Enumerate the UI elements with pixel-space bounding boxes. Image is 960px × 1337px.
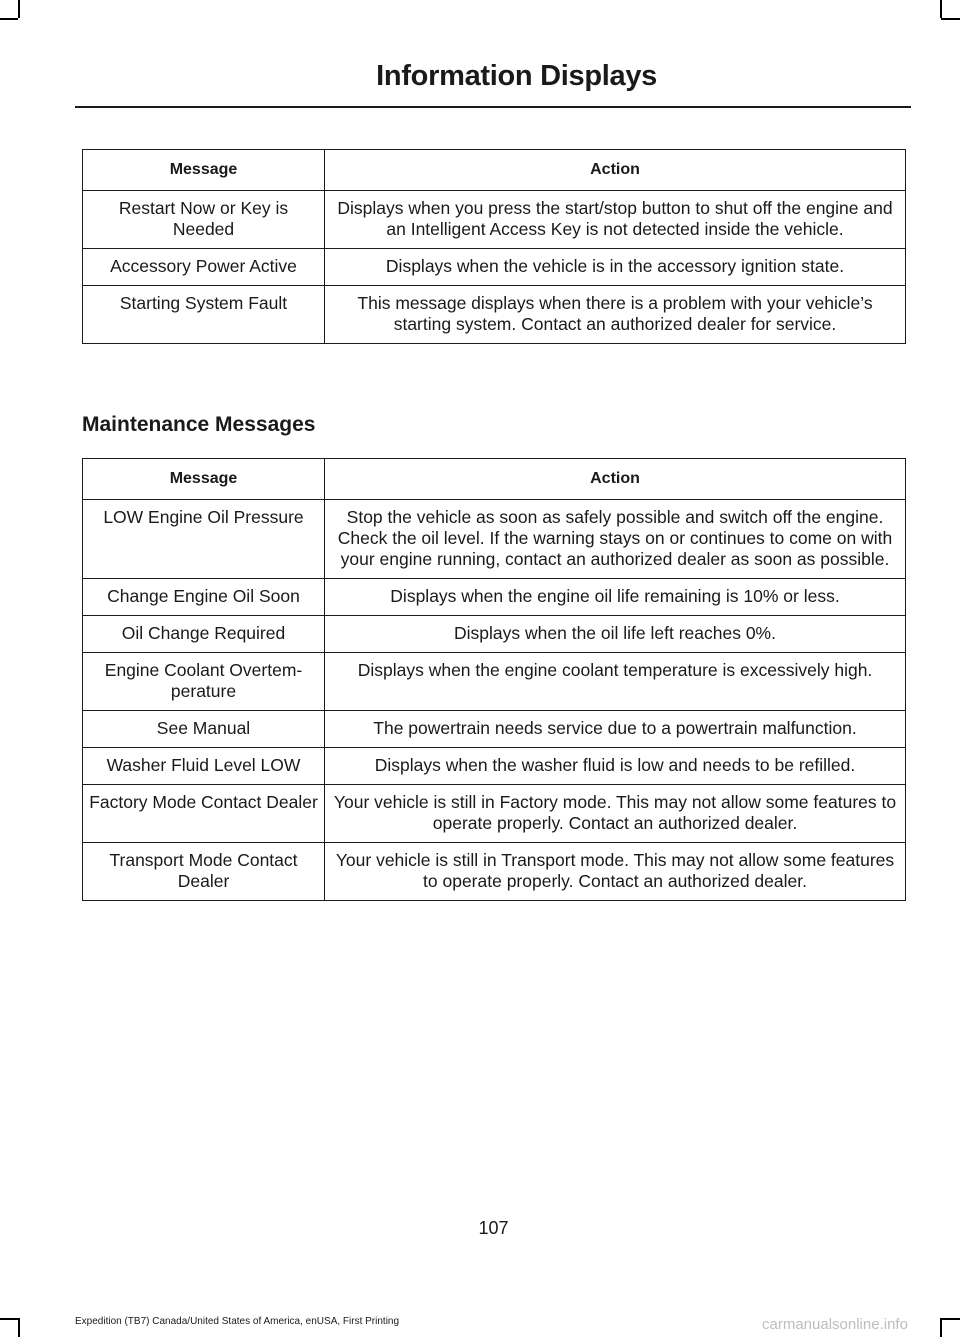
action-cell: Displays when the oil life left reaches 0%.	[325, 616, 906, 653]
action-cell: Displays when the engine oil life remaining is 10% or less.	[325, 579, 906, 616]
action-cell: Displays when the vehicle is in the accessory ignition state.	[325, 249, 906, 286]
column-header-message: Message	[83, 150, 325, 191]
publication-footer: Expedition (TB7) Canada/United States of America, enUSA, First Printing	[75, 1316, 400, 1327]
crop-mark-bottom-right	[940, 1318, 942, 1337]
action-cell: This message displays when there is a problem with your vehicle’s starting system. Contact an authorized dealer for service.	[325, 286, 906, 344]
message-cell: See Manual	[83, 711, 325, 748]
action-cell: Displays when the engine coolant temperature is excessively high.	[325, 653, 906, 711]
table-row	[83, 286, 906, 344]
page-title: Information Displays	[376, 60, 657, 92]
message-cell: Restart Now or Key is Needed	[83, 191, 325, 249]
table-row	[83, 191, 906, 249]
page-number: 107	[478, 1218, 509, 1238]
table-row	[83, 616, 906, 653]
message-cell: Factory Mode Contact Dealer	[83, 785, 325, 843]
action-cell: Your vehicle is still in Transport mode. This may not allow some features to operate properly. Contact an authorized dealer.	[325, 843, 906, 901]
column-header-message: Message	[83, 459, 325, 500]
crop-mark-top-right	[941, 18, 960, 20]
table-header-row	[83, 459, 906, 500]
table-row	[83, 748, 906, 785]
watermark: carmanualsonline.info	[762, 1316, 908, 1333]
table-row	[83, 785, 906, 843]
action-cell: Displays when the washer fluid is low and needs to be refilled.	[325, 748, 906, 785]
action-cell: Your vehicle is still in Factory mode. This may not allow some features to operate properly. Contact an authorized dealer.	[325, 785, 906, 843]
crop-mark-bottom-left	[18, 1318, 20, 1337]
title-divider	[75, 106, 911, 108]
table-row	[83, 843, 906, 901]
table-row	[83, 711, 906, 748]
crop-mark-bottom-left	[0, 1318, 18, 1320]
message-cell: Oil Change Required	[83, 616, 325, 653]
message-cell: LOW Engine Oil Pressure	[83, 500, 325, 579]
action-cell: The powertrain needs service due to a powertrain malfunction.	[325, 711, 906, 748]
message-cell: Starting System Fault	[83, 286, 325, 344]
crop-mark-bottom-right	[941, 1318, 960, 1320]
maintenance-messages-table	[82, 458, 906, 901]
column-header-action: Action	[325, 459, 906, 500]
message-cell: Change Engine Oil Soon	[83, 579, 325, 616]
crop-mark-top-left	[0, 18, 18, 20]
message-cell: Accessory Power Active	[83, 249, 325, 286]
messages-table	[82, 149, 906, 344]
message-cell: Transport Mode Contact Dealer	[83, 843, 325, 901]
table-header-row	[83, 150, 906, 191]
message-cell: Washer Fluid Level LOW	[83, 748, 325, 785]
message-cell: Engine Coolant Overtem-perature	[83, 653, 325, 711]
action-cell: Displays when you press the start/stop button to shut off the engine and an Intelligent Access Key is not detected inside the vehicle.	[325, 191, 906, 249]
table-row	[83, 653, 906, 711]
crop-mark-top-right	[940, 0, 942, 18]
table-row	[83, 500, 906, 579]
table-row	[83, 249, 906, 286]
section-heading: Maintenance Messages	[82, 413, 316, 436]
table-row	[83, 579, 906, 616]
column-header-action: Action	[325, 150, 906, 191]
crop-mark-top-left	[18, 0, 20, 18]
action-cell: Stop the vehicle as soon as safely possible and switch off the engine. Check the oil level. If the warning stays on or continues to come on with your engine running, contact an authorized dealer as soon as possible.	[325, 500, 906, 579]
